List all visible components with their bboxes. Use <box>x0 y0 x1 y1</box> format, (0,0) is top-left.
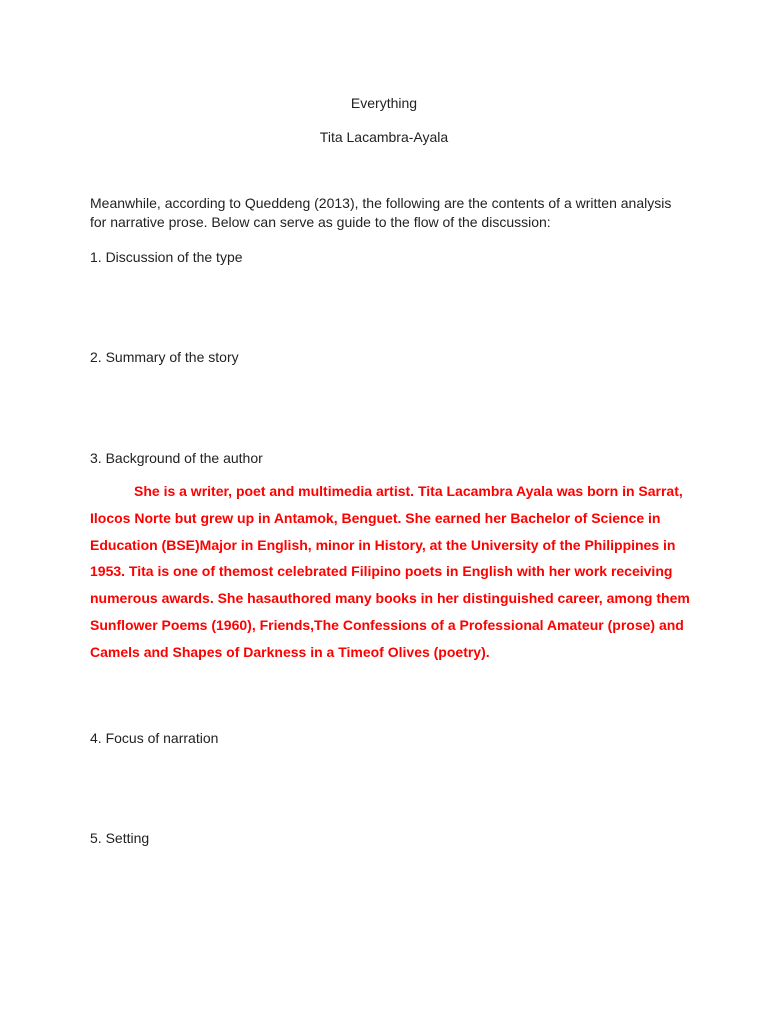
document-author: Tita Lacambra-Ayala <box>319 129 449 145</box>
list-item-focus: 4. Focus of narration <box>90 730 219 746</box>
intro-paragraph: Meanwhile, according to Queddeng (2013), the following are the contents of a written analysis for narrative prose. Below can serve as guide to the flow of the discussion: <box>90 195 672 230</box>
list-item-type: 1. Discussion of the type <box>90 249 243 265</box>
list-item-setting: 5. Setting <box>90 830 150 846</box>
author-background-paragraph: She is a writer, poet and multimedia artist. Tita Lacambra Ayala was born in Sarrat, Ilocos Norte but grew up in Antamok, Benguet. She earned her Bachelor of Science in Education (BSE)Major in English, minor in History, at the University of the Philippines in 1953. Tita is one of themost celebrated Filipino poets in English with her work receiving numerous awards. She hasauthored many books in her distinguished career, among them Sunflower Poems (1960), Friends,The Confessions of a Professional Amateur (prose) and Camels and Shapes of Darkness in a Timeof Olives (poetry). <box>90 483 690 660</box>
document-title: Everything <box>350 95 418 111</box>
list-item-background: 3. Background of the author <box>90 450 263 466</box>
list-item-summary: 2. Summary of the story <box>90 349 239 365</box>
